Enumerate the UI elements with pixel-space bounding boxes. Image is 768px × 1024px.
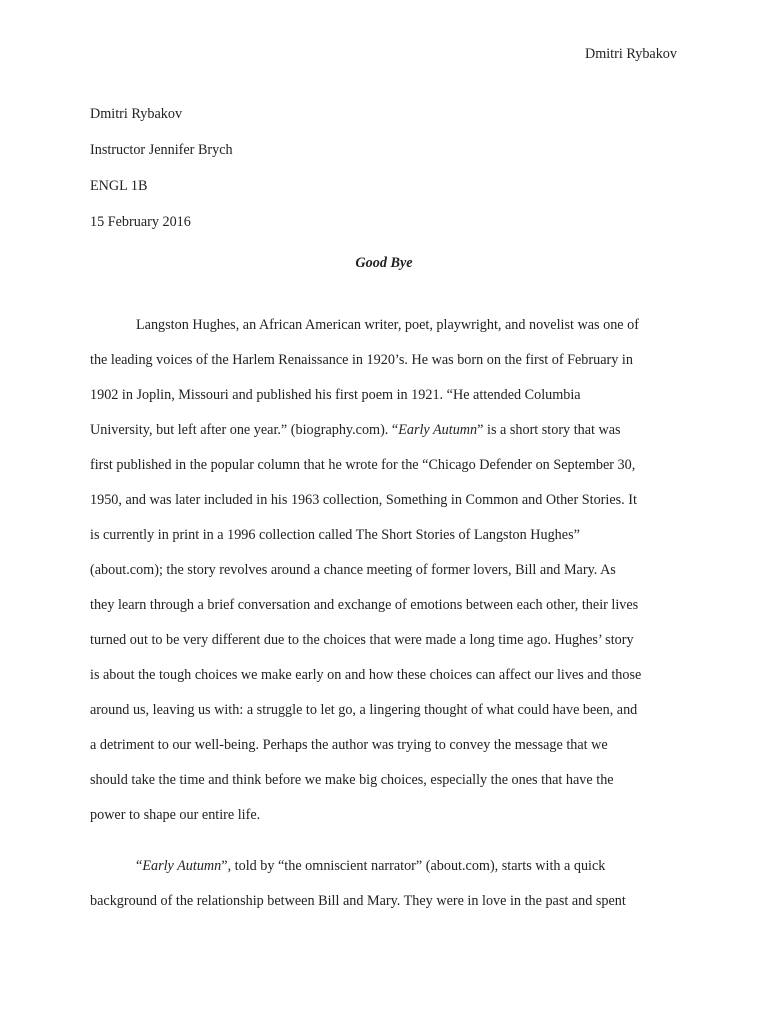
text-line: background of the relationship between Bill and Mary. They were in love in the past and spent <box>90 893 626 909</box>
story-title-italic: Early Autumn <box>398 422 478 438</box>
text-segment: “ <box>136 858 143 874</box>
story-title-italic: Early Autumn <box>142 858 222 874</box>
text-line: first published in the popular column that he wrote for the “Chicago Defender on September 30, <box>90 457 636 473</box>
instructor-name: Instructor Jennifer Brych <box>90 142 233 158</box>
text-line: power to shape our entire life. <box>90 807 261 823</box>
essay-date: 15 February 2016 <box>90 214 191 230</box>
text-line: should take the time and think before we make big choices, especially the ones that have the <box>90 772 614 788</box>
text-segment: ”, told by “the omniscient narrator” (about.com), starts with a quick <box>221 858 606 874</box>
text-line: (about.com); the story revolves around a chance meeting of former lovers, Bill and Mary. As <box>90 562 616 578</box>
mla-heading <box>90 96 233 240</box>
paragraph-2 <box>90 849 678 919</box>
student-name: Dmitri Rybakov <box>90 106 183 122</box>
text-line <box>90 849 678 884</box>
text-segment: ” is a short story that was <box>477 422 621 438</box>
text-line: a detriment to our well-being. Perhaps the author was trying to convey the message that we <box>90 737 608 753</box>
text-line: Langston Hughes, an African American writer, poet, playwright, and novelist was one of <box>136 317 639 333</box>
text-line: the leading voices of the Harlem Renaissance in 1920’s. He was born on the first of February in <box>90 352 633 368</box>
paragraph-spacer <box>90 833 678 849</box>
text-line: turned out to be very different due to the choices that were made a long time ago. Hughes’ story <box>90 632 634 648</box>
text-segment: University, but left after one year.” (biography.com). “ <box>90 422 399 438</box>
text-line <box>90 413 678 448</box>
text-line: 1902 in Joplin, Missouri and published his first poem in 1921. “He attended Columbia <box>90 387 581 403</box>
essay-body <box>90 308 678 919</box>
paragraph-1 <box>90 308 678 833</box>
course-name: ENGL 1B <box>90 178 148 194</box>
essay-title: Good Bye <box>355 255 413 271</box>
running-header: Dmitri Rybakov <box>584 46 677 62</box>
text-line: 1950, and was later included in his 1963 collection, Something in Common and Other Stories. It <box>90 492 637 508</box>
text-line: they learn through a brief conversation and exchange of emotions between each other, their lives <box>90 597 639 613</box>
text-line: is about the tough choices we make early on and how these choices can affect our lives and those <box>90 667 642 683</box>
text-line: around us, leaving us with: a struggle to let go, a lingering thought of what could have been, and <box>90 702 638 718</box>
text-line: is currently in print in a 1996 collection called The Short Stories of Langston Hughes” <box>90 527 580 543</box>
